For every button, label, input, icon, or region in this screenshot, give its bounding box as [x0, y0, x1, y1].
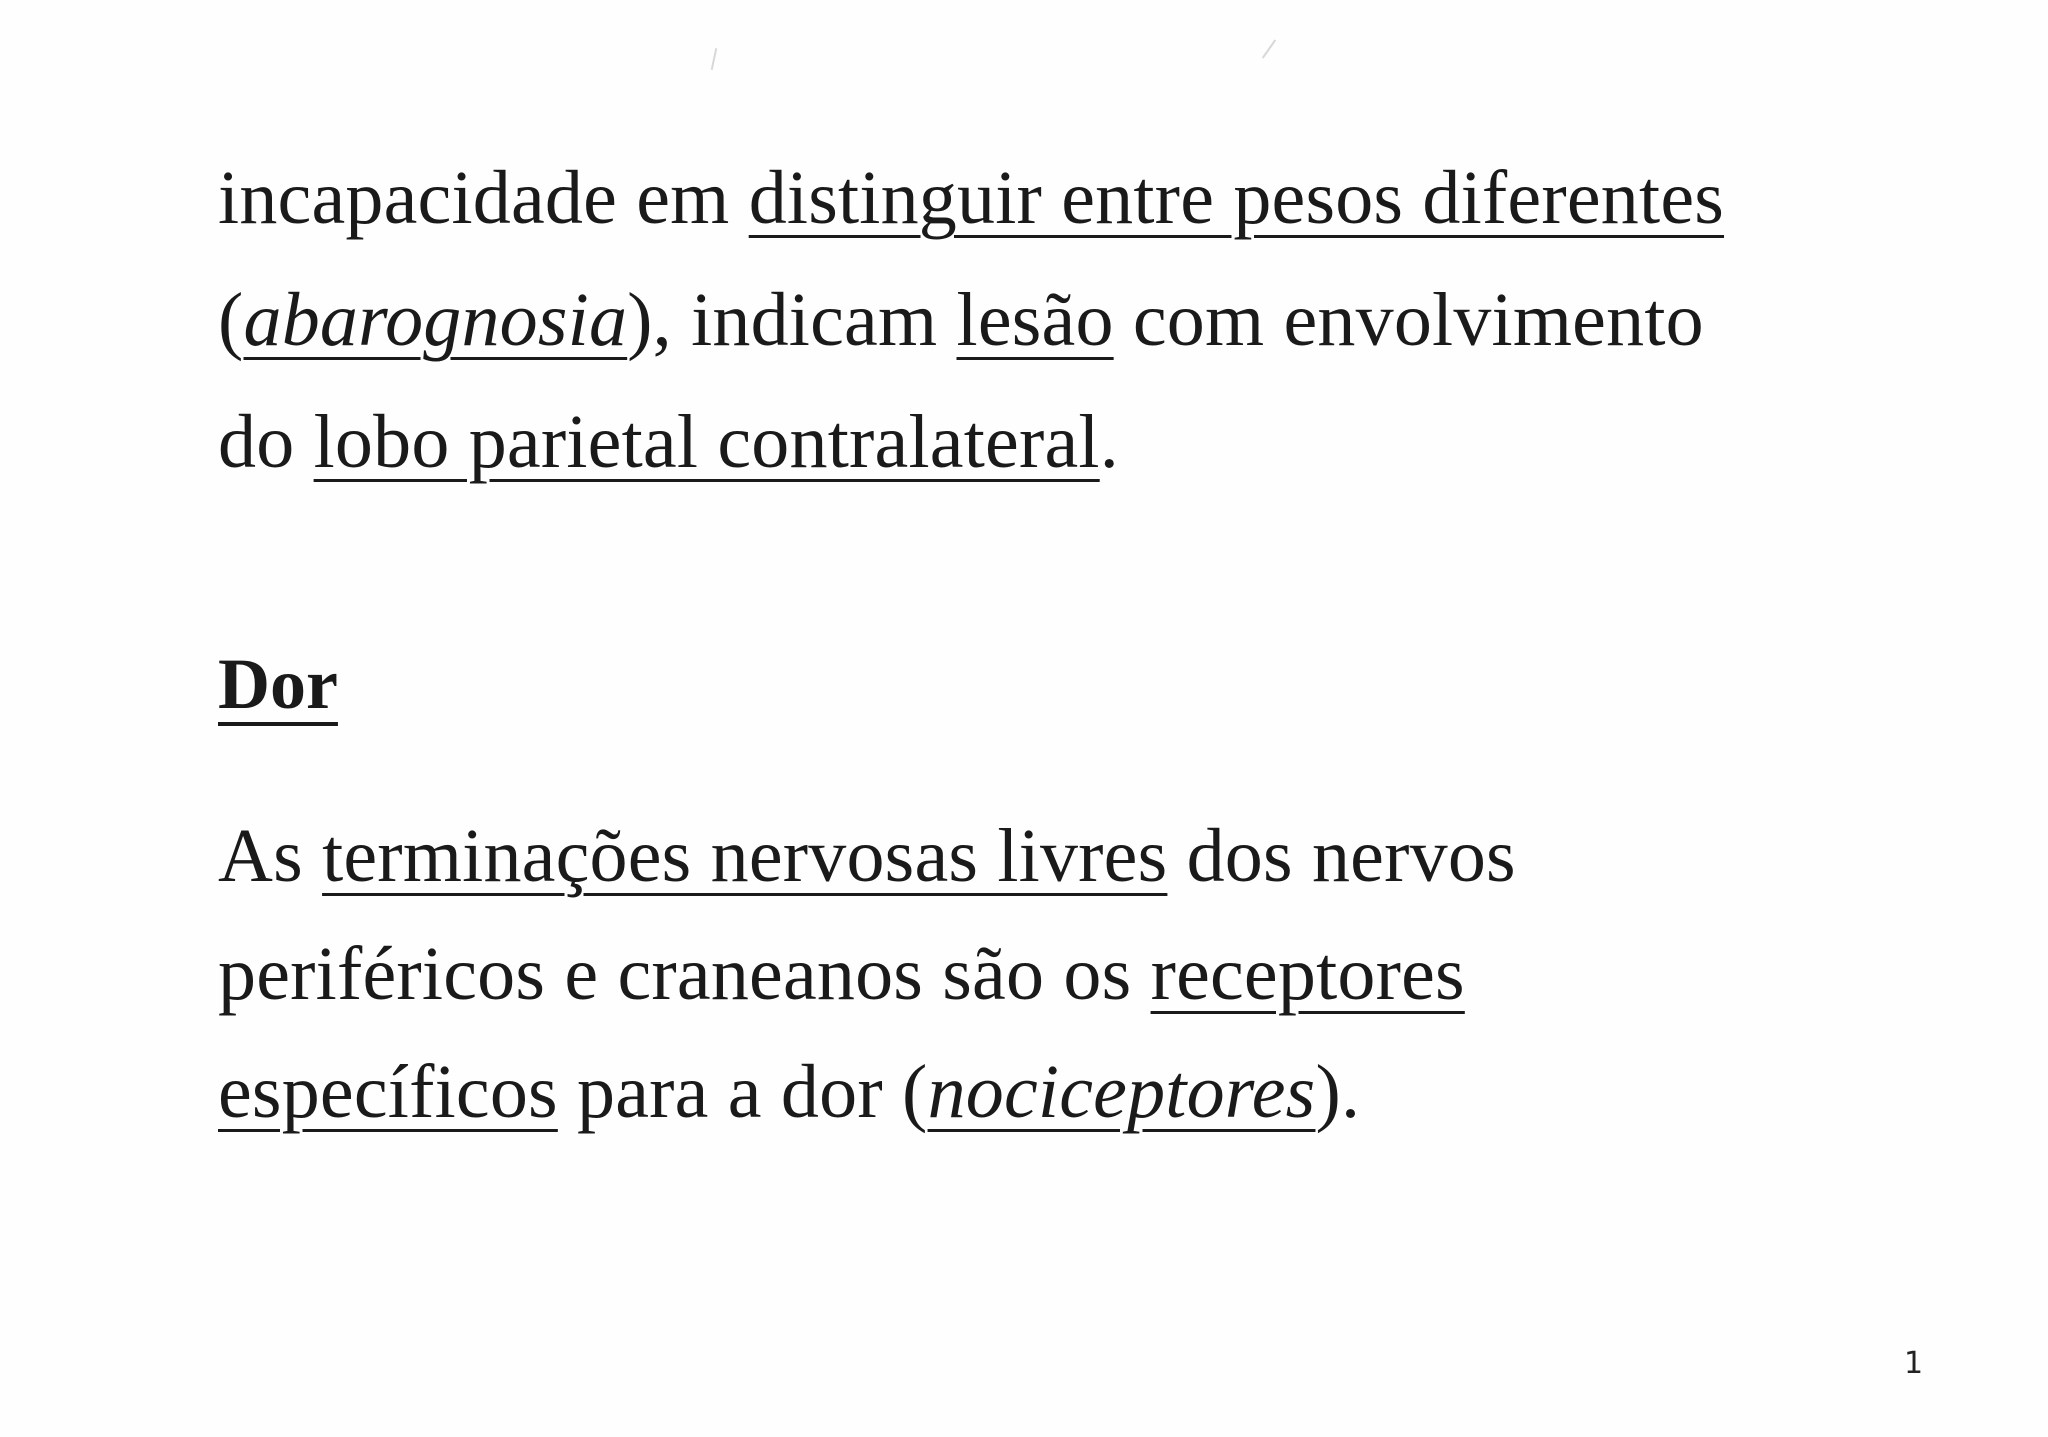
- scan-mark: [711, 48, 718, 70]
- text-span: incapacidade em: [218, 156, 749, 240]
- underlined-term: lobo parietal contralateral: [313, 400, 1100, 484]
- text-span: As: [218, 814, 323, 898]
- underlined-term: receptores: [1150, 932, 1465, 1016]
- text-span: ), indicam: [627, 278, 957, 362]
- underlined-term: terminações nervosas livres: [322, 814, 1168, 898]
- paragraph-1-line-1: [218, 156, 1725, 240]
- underlined-term: distinguir entre pesos diferentes: [748, 156, 1725, 240]
- underlined-term: específicos: [218, 1050, 558, 1134]
- text-span: com envolvimento: [1113, 278, 1704, 362]
- paragraph-1-line-2: [218, 278, 1704, 362]
- underlined-italic-term: abarognosia: [243, 278, 628, 362]
- text-span: ).: [1315, 1050, 1361, 1134]
- paragraph-2-line-3: [218, 1050, 1361, 1134]
- text-span: do: [218, 400, 314, 484]
- text-span: (: [218, 278, 244, 362]
- text-span: dos nervos: [1167, 814, 1516, 898]
- paragraph-2-line-1: [218, 814, 1516, 898]
- paragraph-1-line-3: [218, 400, 1119, 484]
- section-heading: Dor: [218, 644, 338, 724]
- text-span: periféricos e craneanos são os: [218, 932, 1151, 1016]
- underlined-italic-term: nociceptores: [927, 1050, 1316, 1134]
- paragraph-2-line-2: [218, 932, 1465, 1016]
- underlined-term: lesão: [956, 278, 1114, 362]
- text-span: para a dor (: [557, 1050, 928, 1134]
- text-span: .: [1099, 400, 1119, 484]
- scan-mark: [1262, 39, 1276, 58]
- page-number: 1: [1904, 1346, 1924, 1381]
